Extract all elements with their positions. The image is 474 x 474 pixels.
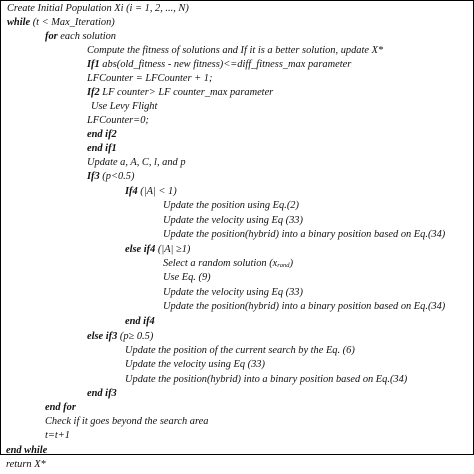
algo-line-28: end if3 [87, 388, 117, 399]
algo-line-29: end for [45, 402, 76, 413]
algo-line-4: Compute the fitness of solutions and If it is a better solution, update X* [87, 45, 384, 56]
algo-line-21: Update the velocity using Eq (33) [163, 287, 303, 298]
algo-line-20: Use Eq. (9) [163, 272, 211, 283]
algo-line-6: LFCounter = LFCounter + 1; [87, 73, 213, 84]
algo-line-5: If1 abs(old_fitness - new fitness)<=diff_fitness_max parameter [87, 59, 352, 70]
algo-line-16: Update the velocity using Eq (33) [163, 215, 303, 226]
algo-line-24: else if3 (p≥ 0.5) [87, 331, 154, 342]
algo-line-11: end if1 [87, 143, 117, 154]
algo-line-14: If4 (|A| < 1) [125, 186, 177, 197]
algo-line-27: Update the position(hybrid) into a binary position based on Eq.(34) [125, 374, 408, 385]
algo-line-2: while (t < Max_Iteration) [7, 17, 115, 28]
algo-line-32: end while [6, 445, 48, 456]
algo-line-19: Select a random solution $(x_{rand})$ [163, 258, 294, 269]
algo-line-22: Update the position(hybrid) into a binary position based on Eq.(34) [163, 301, 446, 312]
algo-line-3: for each solution [45, 31, 116, 42]
algo-line-8: Use Levy Flight [91, 101, 158, 112]
algo-line-30: Check if it goes beyond the search area [45, 416, 209, 427]
algo-line-23: end if4 [125, 316, 155, 327]
algo-line-26: Update the velocity using Eq (33) [125, 359, 265, 370]
algo-line-15: Update the position using Eq.(2) [163, 200, 299, 211]
algo-line-10: end if2 [87, 129, 117, 140]
algo-line-31: t=t+1 [45, 430, 70, 441]
algo-line-25: Update the position of the current search by the Eq. (6) [125, 345, 355, 356]
algo-line-13: If3 (p<0.5) [87, 171, 135, 182]
algo-line-7: If2 LF counter> LF counter_max parameter [87, 87, 274, 98]
algo-line-17: Update the position(hybrid) into a binary position based on Eq.(34) [163, 229, 446, 240]
algo-line-12: Update a, A, C, l, and p [87, 157, 186, 168]
algo-line-9: LFCounter=0; [87, 115, 149, 126]
algo-line-1: Create Initial Population Xi (i = 1, 2, ..., N) [7, 3, 189, 14]
algo-line-18: else if4 (|A| ≥1) [125, 244, 191, 255]
algo-line-33: return X* [6, 459, 46, 470]
